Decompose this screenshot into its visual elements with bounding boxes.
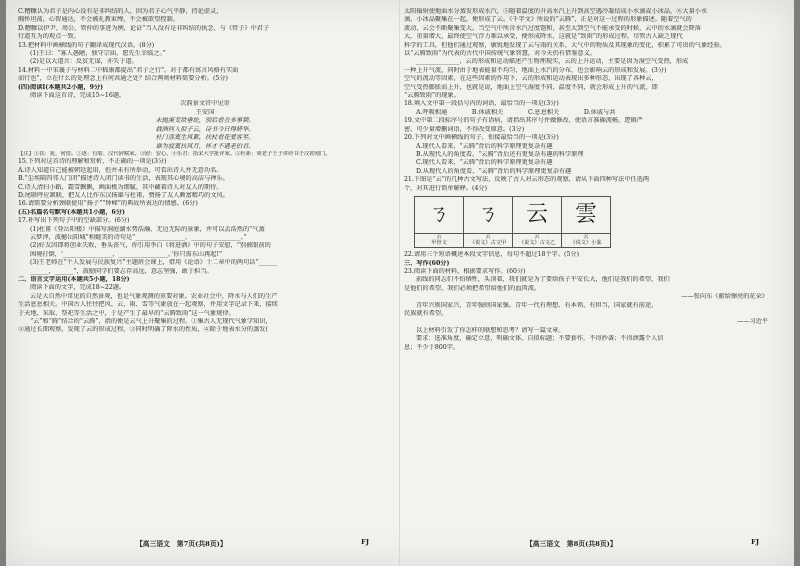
text-line: (3)王老师在“个人发展与民族复兴”主题班会课上，借用《论语》十二章中的两句话“______ (30, 259, 278, 267)
text-line: “云腾致雨”的现象。 (404, 92, 460, 100)
glyph-char-label: 云 (436, 233, 442, 240)
text-line: 以“云腾致雨”为代表的古代中国传统气象智慧，对今天仍有借鉴意义。 (404, 50, 596, 58)
text-line: (2)好友因即将创业失败，垂头丧气，你引用李白《将进酒》中的句子安慰，“别被眼前的 (30, 242, 271, 250)
text-line: 空气的流动等因素，在这些因素的作用下，云的形成和运动表现出多种形态，出现了各种云， (404, 75, 658, 83)
cloud-glyph-caption-cell (513, 233, 562, 247)
text-line: 前线的同志们不怕牺牲，头顶着，我们就是为了要给孩子平安长大，他们是我们的希望，我们 (416, 276, 670, 284)
text-line: ②通过长期观察，发现了云的形成过程，③同时明确了降水的性质，④除于地表水分的蒸发( (18, 326, 268, 334)
text-line: 三、写作(60分) (404, 259, 450, 267)
glyph-source-label: 《说文》小篆 (570, 239, 602, 246)
text-line: C.糟糠认为君子是内心没有是非纠结的人，因为君子心气平静，持论虚灵， (18, 8, 223, 15)
cloud-glyph-cell: ㄋ (464, 196, 513, 233)
text-line: 17.补写出下列句子中的空缺部分。(6分) (18, 217, 130, 225)
text-line: 而行也”，立在什么的处理念上有何共通之处？结合两则材料简要分析。(5分) (18, 75, 228, 83)
text-line: 未抛溪芰欲垂纶，别后看吾多事频。 (155, 117, 255, 125)
cloud-glyph-cell: ㄋ (415, 196, 464, 233)
text-line: 滴、小冰晶聚集在一起，便形成了云。《千字文》所说的“云腾”，正是对这一过程的形象描述。随着空气的 (404, 16, 692, 24)
glyph-source-label: 《说文》古文甲 (469, 239, 507, 246)
text-line: ——习近平 (737, 318, 768, 326)
text-line: (四)阅读I(本题共2小题，9分) (18, 83, 104, 91)
text-line: 载酒何人似子云，诗书今日得妍华。 (155, 125, 255, 133)
text-line: “云”和“腾”结合的“云腾”，指的便是云气上升聚集的过程。①集古人无现代气象学知识， (30, 318, 272, 326)
text-line: 20.下列对文中画横线的句子，衔接最恰当的一项是(3分) (404, 134, 559, 142)
text-line: 行道互为的观点一致。 (18, 33, 80, 41)
page-fold (399, 0, 400, 566)
text-line: (2)是以大道言：反贫无谋，亦失于道。 (30, 58, 138, 66)
right-page-column (404, 8, 776, 536)
text-line: 23.阅读下面的材料，根据要求写作。(60分) (404, 267, 526, 275)
left-footer-code-wrap (361, 538, 369, 546)
text-line: B.从现代人的角度看，“云腾”背后还有更复杂有趣的科学原理 (416, 150, 584, 158)
left-footer-code: FJ (361, 538, 370, 546)
text-line: 以上材料引发了你怎样的联想和思考？请写一篇文章。 (416, 326, 565, 334)
text-line: 流动，云会不断聚集变大。当空气中所含水汽过度饱和，甚至大到空气不能承受的时候，云中的水滴就会降落 (404, 24, 701, 32)
right-footer-code: FJ (751, 538, 760, 546)
text-line: A.呼吸相通 B.休戚相关 C.息息相关 D.休戚与共 (416, 108, 616, 116)
text-line: 胸怀坦荡，心智通达，不会被礼教束缚，不会被欲望控制。 (18, 16, 179, 24)
right-page-footer (526, 538, 617, 548)
cloud-glyph-caption-cell (415, 233, 464, 247)
text-line: (五)名篇名句默写(本题共1小题，6分) (18, 208, 125, 216)
text-line: A.诗人知道自己能被朝廷起用，但并未有所举动，可看出诗人并无意功名。 (18, 166, 223, 174)
text-line: 青年兴则国家兴，青年强则国家强。青年一代有理想、有本领、有担当，国家就有前途， (416, 301, 658, 309)
text-line: 杜门落寞生风絮，扶杖看花爱客至。 (155, 134, 255, 142)
text-line: C.现代人看来，“云腾”背后的科学原理更复杂有趣 (416, 159, 553, 167)
text-line: 14.材料一中宋襄子与材料二中嵇康都提出“君子之行”。对于都有寓言风格有实面 (18, 66, 239, 74)
text-line: 于天地、采取、祭祀等生活之中，于是产生了最早的“云腾致雨”这一气象规律。 (18, 309, 235, 317)
text-line: 云梦泽，波撼岳阳城”相媲美的诗句是“________________，________________。” (30, 233, 247, 241)
text-line: 空气受热膨胀而上升，也就是说，地面上空气湿度不同、温度不同，就会形成上升的气流，即 (404, 83, 658, 91)
text-line: 息；不少于800字。 (404, 343, 460, 351)
glyph-source-label: 甲骨文 (431, 239, 447, 246)
text-line: 生活息息相关。中国古人往往把风、云、雨、雪等气象放在一起观察，并用文字记录下来，接续 (18, 301, 278, 309)
text-line: 太阳辐射使地面水分蒸发形成水汽，⑤随着温度的升高水汽上升到高空遇冷凝结成小水滴或小冰晶，⑥大量小水 (404, 8, 708, 15)
text-line: 个，对其进行简单解释。(4分) (404, 184, 488, 192)
text-line: 18.填入文中第一段括号内的词语，最恰当的一项是(3分) (404, 100, 559, 108)
text-line: 民族就有希望。 (404, 309, 448, 317)
text-line: 是他们的希望，我们必须把希望给他们的血肉流。 (404, 284, 541, 292)
glyph-char-label: 云 (485, 233, 491, 240)
left-page-column (18, 8, 392, 536)
exam-sheet (6, 0, 794, 566)
text-line: B.“尘埃隔四邻人门闭”描述诗人闭门读书的生活，表现其心境的高洁与禅乐。 (18, 175, 229, 183)
text-line: ——张向东《献给擦亮的花朵》 (681, 293, 768, 301)
text-line: 困境打倒，‘________________，________________。’你只需东山再起!” (30, 250, 223, 258)
cloud-glyph-cell: 雲 (562, 196, 611, 233)
right-footer-title: 【高三语文 第8页(共8页)】 (526, 540, 617, 548)
text-line: C.诗人清扫小路，霜雪飘飘，画面极为细腻，其中藏着诗人对友人的期待。 (18, 183, 223, 191)
cloud-glyph-caption-cell (562, 233, 611, 247)
text-line: D.尾联呼应颔联，把友人比作东汉扬雄与杜甫，赞扬了友人颇富精巧的文风。 (18, 191, 229, 199)
text-line: 科学的工具，但他们通过观察，敏锐地发现了云与雨的关系，大气中的物质及其现象的变化，积累了可贵的气象经验。 (404, 41, 726, 49)
left-page-footer (136, 538, 227, 548)
right-page-top-text (404, 8, 776, 193)
text-line: D.从现代人的角度看，“云腾”背后的科学原理更复杂有趣 (416, 167, 572, 175)
right-page-bottom-text (404, 251, 776, 352)
text-line: 谁为寂寞扶风月，怀才不遇老伯君。 (155, 142, 255, 150)
glyph-char-label: 云 (534, 233, 540, 240)
left-footer-title: 【高三语文 第7页(共8页)】 (136, 540, 227, 548)
right-footer-code-wrap (751, 538, 759, 546)
text-line: 云是大自然中常见的自然景观，也是气象观测的重要对象。农业社会中，降水与人们的生产 (30, 292, 278, 300)
text-line: 王安国 (195, 108, 215, 116)
text-line: 二、语言文字运用(本题共5小题，18分) (18, 276, 130, 283)
text-line: ______，______”，鼓励同学们要志存高远，意志坚强，敢于担当。 (30, 267, 213, 275)
text-line: 15.下列对这首诗的理解和赏析，不正确的一项是(3分) (18, 158, 167, 166)
text-line: 16.请简要分析颈联使用“扬子”“钟嵘”的典故所表达的情感。(6分) (18, 200, 198, 208)
text-line: 要求：选准角度，确定立意，明确文体，自拟标题；不要套作，不得抄袭；不得泄露个人信 (416, 335, 664, 343)
text-line: 大，重量增大，最终使空气浮力难以承受，便形成降水，这就是“致雨”的形成过程。尽管古人缺乏现代 (404, 33, 683, 41)
glyph-char-label: 云 (583, 233, 589, 240)
text-line: D.糟糠以伊尹、周公、管仲的事迹为例，论证“当人没有是非纠结的执念，与《管子》中君子 (18, 24, 270, 32)
text-line: 19.文中第二段标序号的句子有语病，请指出其序号并做修改，使语言准确流畅，逻辑严 (404, 117, 643, 125)
text-line: 【注】①扶：犹，何惜。②逐：有暗、汉代辞赋家。③慰：安心。④乐君：指宋大学批评家。⑤杜新：梁老子王子讲经书于汉初刻门。 (18, 150, 331, 157)
text-line: 阅读下面这首诗，完成15~16题。 (30, 92, 126, 100)
text-line: 13.把材料中画横线的句子翻译成现代汉语。(8分) (18, 41, 155, 49)
glyph-source-label: 《说文》古文乙 (518, 239, 556, 246)
text-line: ______________，云的形成和运动描述产生物理现实，云的上升运动，主要是因为湿空气受热，形成 (416, 58, 689, 66)
text-line: (1)王曰：“寡人愚陋，独守宗庙，愿先生幸临之。” (30, 50, 166, 58)
text-line: (1)杜甫《登岳阳楼》中描写洞庭湖水势浩瀚、无边无际的景象，并可以孟浩然的“气蒸 (30, 225, 265, 233)
cloud-glyph-cell: 云 (513, 196, 562, 233)
text-line: 21.下图是“云”的几种古文写法，反映了古人对云形态的观察，请从下面四种写法中任选两 (404, 176, 650, 184)
cloud-character-forms-table (414, 196, 611, 248)
text-line: 次韵景文官中见寄 (180, 100, 230, 108)
cloud-glyph-caption-cell (464, 233, 513, 247)
text-line: 22.请用三个短语概述本段文字信息，每句不超过18个字。(5分) (404, 251, 579, 259)
text-line: 阅读下面的文字，完成18~22题。 (30, 284, 126, 292)
text-line: 一种上升气流，同时由于地表能量不均匀，地面上水汽的分布，也会影响云的形成和发展。(3分) (404, 66, 667, 74)
text-line: 密。可少量增删词语，不得改变原意。(3分) (404, 125, 525, 133)
text-line: A.现代人看来，“云腾”背后的科学原理更复杂有趣 (416, 142, 553, 150)
